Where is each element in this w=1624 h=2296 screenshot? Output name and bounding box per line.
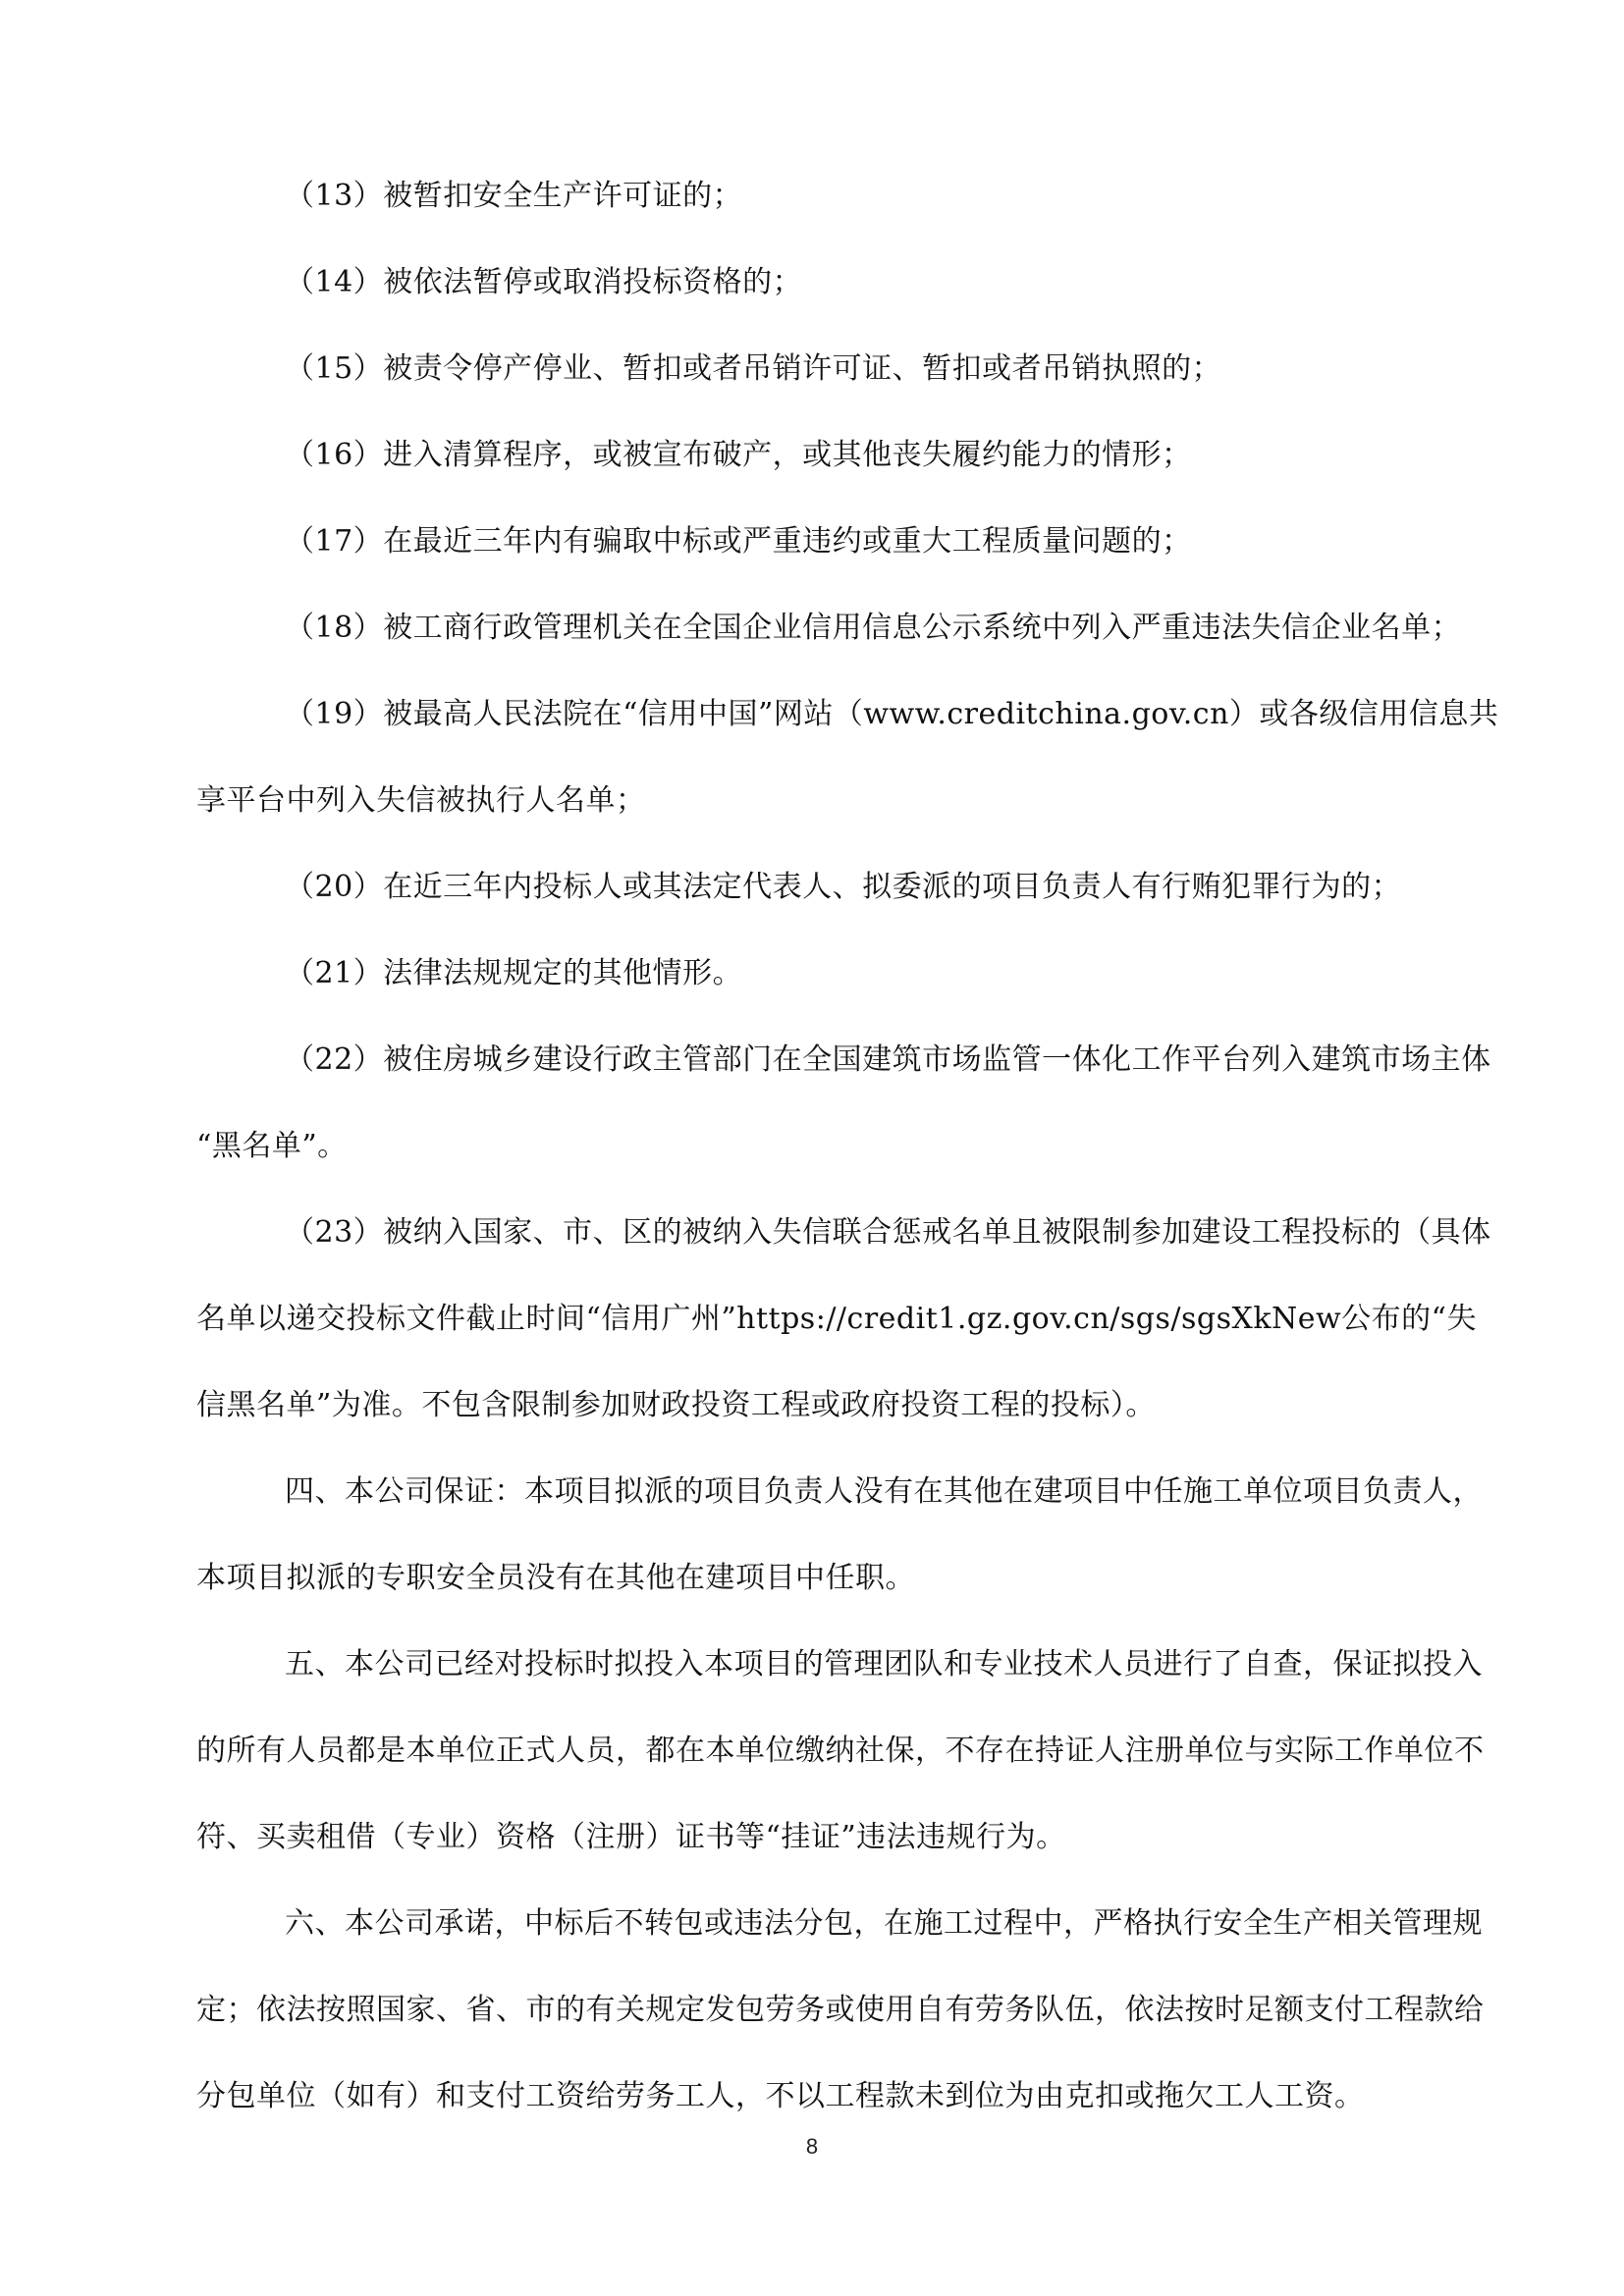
- section-4-line-2: 本项目拟派的专职安全员没有在其他在建项目中任职。: [196, 1561, 915, 1595]
- item-19-line-2: 享平台中列入失信被执行人名单；: [196, 783, 646, 818]
- section-6-line-2: 定；依法按照国家、省、市的有关规定发包劳务或使用自有劳务队伍，依法按时足额支付工程款给: [196, 1993, 1485, 2027]
- section-5-line-3: 符、买卖租借（专业）资格（注册）证书等“挂证”违法违规行为。: [196, 1820, 1066, 1854]
- item-17: （17）在最近三年内有骗取中标或严重违约或重大工程质量问题的；: [285, 524, 1192, 559]
- item-21: （21）法律法规规定的其他情形。: [285, 956, 743, 990]
- item-15: （15）被责令停产停业、暂扣或者吊销许可证、暂扣或者吊销执照的；: [285, 351, 1222, 386]
- item-16: （16）进入清算程序，或被宣布破产，或其他丧失履约能力的情形；: [285, 438, 1192, 472]
- page-number: 8: [805, 2134, 819, 2159]
- section-6-line-3: 分包单位（如有）和支付工资给劳务工人，不以工程款未到位为由克扣或拖欠工人工资。: [196, 2079, 1365, 2113]
- item-20: （20）在近三年内投标人或其法定代表人、拟委派的项目负责人有行贿犯罪行为的；: [285, 870, 1402, 904]
- item-19-line-1: （19）被最高人民法院在“信用中国”网站（www.creditchina.gov.cn）或各级信用信息共: [285, 697, 1499, 731]
- section-5-line-1: 五、本公司已经对投标时拟投入本项目的管理团队和专业技术人员进行了自查，保证拟投入: [285, 1647, 1483, 1682]
- item-14: （14）被依法暂停或取消投标资格的；: [285, 265, 803, 299]
- section-6-line-1: 六、本公司承诺，中标后不转包或违法分包，在施工过程中，严格执行安全生产相关管理规: [285, 1906, 1483, 1941]
- item-23-line-3: 信黑名单”为准。不包含限制参加财政投资工程或政府投资工程的投标）。: [196, 1388, 1156, 1422]
- item-13: （13）被暂扣安全生产许可证的；: [285, 179, 743, 213]
- item-18: （18）被工商行政管理机关在全国企业信用信息公示系统中列入严重违法失信企业名单；: [285, 611, 1462, 645]
- item-23-line-2: 名单以递交投标文件截止时间“信用广州”https://credit1.gz.gov.cn/sgs/sgsXkNew公布的“失: [196, 1302, 1478, 1336]
- section-4-line-1: 四、本公司保证：本项目拟派的项目负责人没有在其他在建项目中任施工单位项目负责人，: [285, 1474, 1483, 1509]
- item-22-line-2: “黑名单”。: [196, 1129, 348, 1163]
- item-23-line-1: （23）被纳入国家、市、区的被纳入失信联合惩戒名单且被限制参加建设工程投标的（具体: [285, 1215, 1491, 1250]
- section-5-line-2: 的所有人员都是本单位正式人员，都在本单位缴纳社保，不存在持证人注册单位与实际工作单位不: [196, 1734, 1485, 1768]
- item-22-line-1: （22）被住房城乡建设行政主管部门在全国建筑市场监管一体化工作平台列入建筑市场主体: [285, 1042, 1491, 1077]
